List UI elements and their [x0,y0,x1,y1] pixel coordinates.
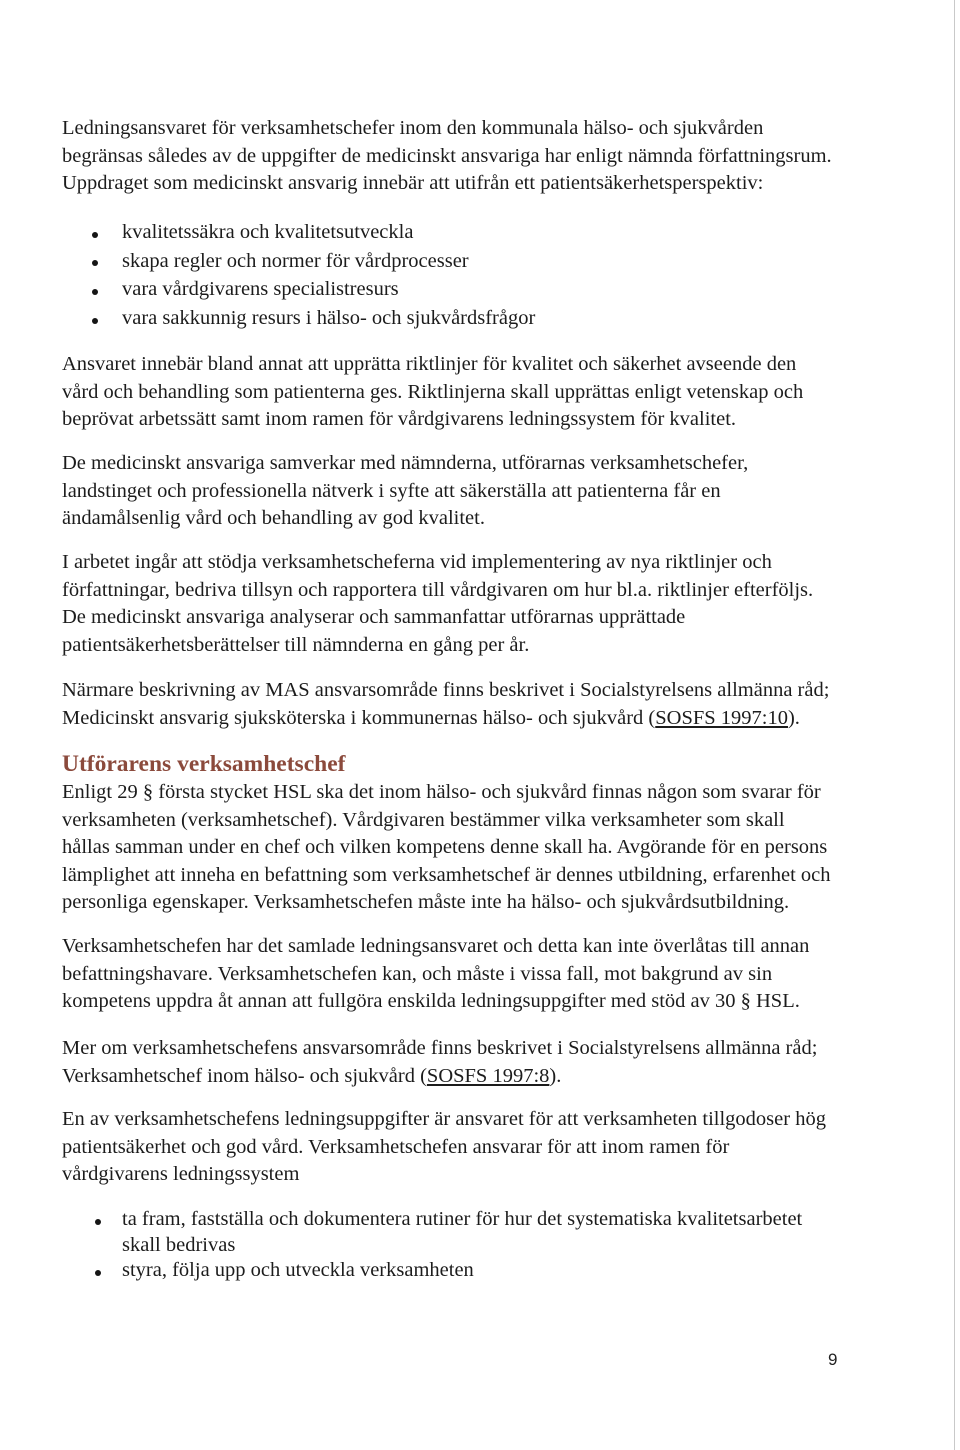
list-item [0,1207,802,1258]
paragraph-line: patientsäkerhetsberättelser till nämnderna en gång per år. [62,633,530,656]
paragraph-line: beprövat arbetssätt samt inom ramen för vårdgivarens ledningssystem för kvalitet. [62,408,737,430]
list-item-text: styra, följa upp och utveckla verksamheten [122,1259,474,1281]
paragraph-line: begränsas således av de uppgifter de medicinskt ansvariga har enligt nämnda författningsrum. [62,144,832,167]
bullet-icon [92,318,98,324]
list-item [0,304,535,333]
reference-prefix: Medicinskt ansvarig sjuksköterska i kommunernas hälso- och sjukvård ( [62,707,656,729]
manager-further-reading-paragraph [62,1034,817,1090]
scan-edge-line [954,0,955,1450]
paragraph-line: befattningshavare. Verksamhetschefen kan, och måste i vissa fall, mot bakgrund av sin [62,962,773,985]
list-item-text: vara sakkunnig resurs i hälso- och sjukvårdsfrågor [122,307,536,330]
bullet-icon [92,289,98,295]
paragraph-line: lämplighet att inneha en befattning som verksamhetschef är dennes utbildning, erfarenhet och [62,863,831,886]
paragraph-line: De medicinskt ansvariga samverkar med nämnderna, utförarnas verksamhetschefer, [62,452,749,474]
paragraph-line: verksamheten (verksamhetschef). Vårdgivaren bestämmer vilka verksamheter som skall [62,808,785,831]
list-item [0,1258,802,1284]
list-item-text: kvalitetssäkra och kvalitetsutveckla [122,221,414,243]
list-item [0,275,535,304]
responsibility-paragraph [62,933,809,1016]
paragraph-line: vård och behandling som patienterna ges. Riktlinjerna skall upprättas enligt vetenskap och [62,380,804,403]
duties-intro-paragraph [62,1106,826,1189]
paragraph-line: Mer om verksamhetschefens ansvarsområde finns beskrivet i Socialstyrelsens allmänna råd; [62,1037,818,1059]
list-item-text: vara vårdgivarens specialistresurs [122,278,399,301]
duties-list [0,1207,802,1284]
responsibilities-list [0,218,535,333]
paragraph-line: Uppdraget som medicinskt ansvarig innebär att utifrån ett patientsäkerhetsperspektiv: [62,172,764,194]
paragraph-line: Ledningsansvaret för verksamhetschefer inom den kommunala hälso- och sjukvården [62,117,764,139]
paragraph-line: vårdgivarens ledningssystem [62,1163,300,1185]
paragraph-line: hållas samman under en chef och vilken kompetens denne skall ha. Avgörande för en persons [62,836,828,858]
page-number: 9 [828,1350,838,1369]
paragraph-line: Verksamhetschefen har det samlade ledningsansvaret och detta kan inte överlåtas till annan [62,935,810,957]
definition-paragraph [62,779,831,917]
mas-further-reading-paragraph [62,676,829,732]
list-item [0,218,535,247]
reference-suffix: ). [787,707,800,729]
intro-paragraph [62,115,832,198]
paragraph-line: Enligt 29 § första stycket HSL ska det inom hälso- och sjukvård finnas någon som svarar för [62,781,821,803]
reference-line [62,1062,817,1090]
paragraph-line: Närmare beskrivning av MAS ansvarsområde finns beskrivet i Socialstyrelsens allmänna råd; [62,679,830,701]
bullet-icon [95,1270,101,1276]
paragraph-line: personliga egenskaper. Verksamhetschefen måste inte ha hälso- och sjukvårdsutbildning. [62,891,790,913]
support-paragraph [62,549,813,659]
list-item [0,247,535,276]
sosfs-1997-8-link[interactable]: SOSFS 1997:8 [426,1065,550,1087]
paragraph-line: kompetens uppdra åt annan att fullgöra enskilda ledningsuppgifter med stöd av 30 § HSL. [62,990,800,1012]
collaboration-paragraph [62,450,748,533]
paragraph-line: landstinget och professionella nätverk i syfte att säkerställa att patienterna får en [62,479,721,502]
guidelines-paragraph [62,351,803,434]
reference-prefix: Verksamhetschef inom hälso- och sjukvård ( [62,1065,427,1087]
reference-suffix: ). [549,1065,562,1087]
bullet-icon [92,232,98,238]
paragraph-line: författningar, bedriva tillsyn och rapportera till vårdgivaren om hur bl.a. riktlinjer efterföljs. [62,578,814,601]
list-item-text: ta fram, fastställa och dokumentera rutiner för hur det systematiska kvalitetsarbetet [122,1208,803,1230]
paragraph-line: Ansvaret innebär bland annat att upprätta riktlinjer för kvalitet och säkerhet avseende den [62,353,797,375]
section-heading: Utförarens verksamhetschef [62,751,346,777]
list-item-text: skapa regler och normer för vårdprocesser [122,249,469,272]
reference-line [62,704,829,732]
list-item-text: skall bedrivas [122,1233,236,1256]
paragraph-line: De medicinskt ansvariga analyserar och sammanfattar utförarnas upprättade [62,606,686,629]
paragraph-line: ändamålsenlig vård och behandling av god kvalitet. [62,507,485,529]
bullet-icon [95,1219,101,1225]
bullet-icon [92,260,98,266]
paragraph-line: I arbetet ingår att stödja verksamhetscheferna vid implementering av nya riktlinjer och [62,551,772,573]
paragraph-line: patientsäkerhet och god vård. Verksamhetschefen ansvarar för att inom ramen för [62,1135,730,1158]
paragraph-line: En av verksamhetschefens ledningsuppgifter är ansvaret för att verksamheten tillgodoser hög [62,1108,826,1130]
sosfs-1997-10-link[interactable]: SOSFS 1997:10 [655,707,788,729]
